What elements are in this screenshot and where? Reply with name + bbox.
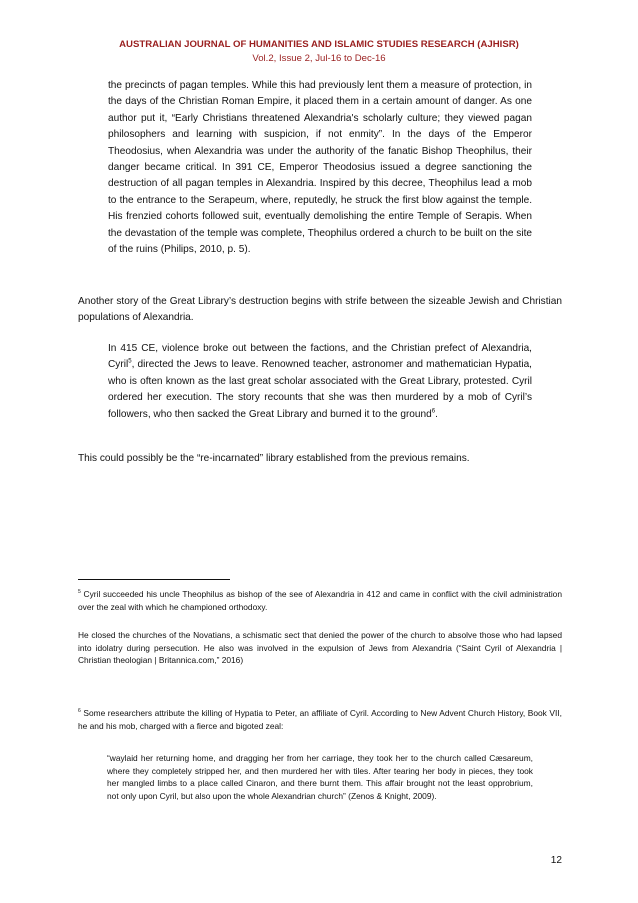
journal-title: AUSTRALIAN JOURNAL OF HUMANITIES AND ISLAMIC STUDIES RESEARCH (AJHISR) [119,39,519,50]
quote-text-part2: , directed the Jews to leave. Renowned teacher, astronomer and mathematician Hypatia, who is often known as the last great scholar associated with the Great Library, protested. Cyril ordered her execution. The story recounts that she was then murdered by a mob of Cyril’s followers, who then sacked the Great Library and burned it to the ground [108,359,532,420]
footnote-6-text: Some researchers attribute the killing of Hypatia to Peter, an affiliate of Cyril. According to New Advent Church History, Book VII, he and his mob, charged with a fierce and bigoted zeal: [78,708,562,731]
page-number: 12 [550,855,562,866]
running-header [78,38,560,66]
body-paragraph-reincarnated-library: This could possibly be the “re-incarnated” library established from the previous remains. [78,453,470,464]
footnote-5 [78,588,562,613]
footnote-ref-5[interactable]: 5 [128,359,132,366]
footnote-separator [78,579,230,580]
footnote-6 [78,707,562,732]
footnote-number-6: 6 [78,708,81,715]
footnote-ref-6[interactable]: 6 [431,408,436,415]
quote-text-part1: In 415 CE, violence broke out between the factions, and the Christian prefect of Alexandria, Cyril [108,343,532,371]
block-quote-hypatia [108,341,532,423]
footnote-6-quote: “waylaid her returning home, and dragging her from her carriage, they took her to the church called Cæsareum, where they completely stripped her, and then murdered her with tiles. After tearing her body in pieces, they took her mangled limbs to a place called Cinaron, and there burnt them. This affair brought not the least opprobrium, not only upon Cyril, but also upon the whole Alexandrian church” (Zenos & Knight, 2009). [107,753,533,802]
body-paragraph-library-destruction: Another story of the Great Library’s destruction begins with strife between the sizeable Jewish and Christian populations of Alexandria. [78,296,562,324]
quote-text-part3: . [435,408,438,420]
block-quote-theophilus: the precincts of pagan temples. While this had previously lent them a measure of protection, in the days of the Christian Roman Empire, it placed them in a certain amount of danger. As one author put it, “Early Christians threatened Alexandria's scholarly culture; they viewed pagan philosophers and learning with suspicion, if not enmity”. In the days of the Emperor Theodosius, when Alexandria was under the authority of the fanatic Bishop Theophilus, their danger became critical. In 391 CE, Emperor Theodosius issued a degree sanctioning the destruction of all pagan temples in Alexandria. Inspired by this decree, Theophilus lead a mob to the entrance to the Serapeum, where, reputedly, he struck the first blow against the temple. His frenzied cohorts followed suit, eventually demolishing the entire Temple of Serapis. When the devastation of the temple was complete, Theophilus ordered a church to be built on the site of the ruins (Philips, 2010, p. 5). [108,80,533,256]
footnote-number-5: 5 [78,589,81,596]
footnote-5-continuation: He closed the churches of the Novatians, a schismatic sect that denied the power of the church to absolve those who had lapsed into idolatry during persecution. He also was involved in the expulsion of Jews from Alexandria (“Saint Cyril of Alexandria | Christian theologian | Britannica.com,” 2016) [78,630,562,666]
issue-info: Vol.2, Issue 2, Jul-16 to Dec-16 [252,53,386,64]
footnote-5-text: Cyril succeeded his uncle Theophilus as bishop of the see of Alexandria in 412 and came in conflict with the civil administration over the zeal with which he championed orthodoxy. [78,589,562,612]
